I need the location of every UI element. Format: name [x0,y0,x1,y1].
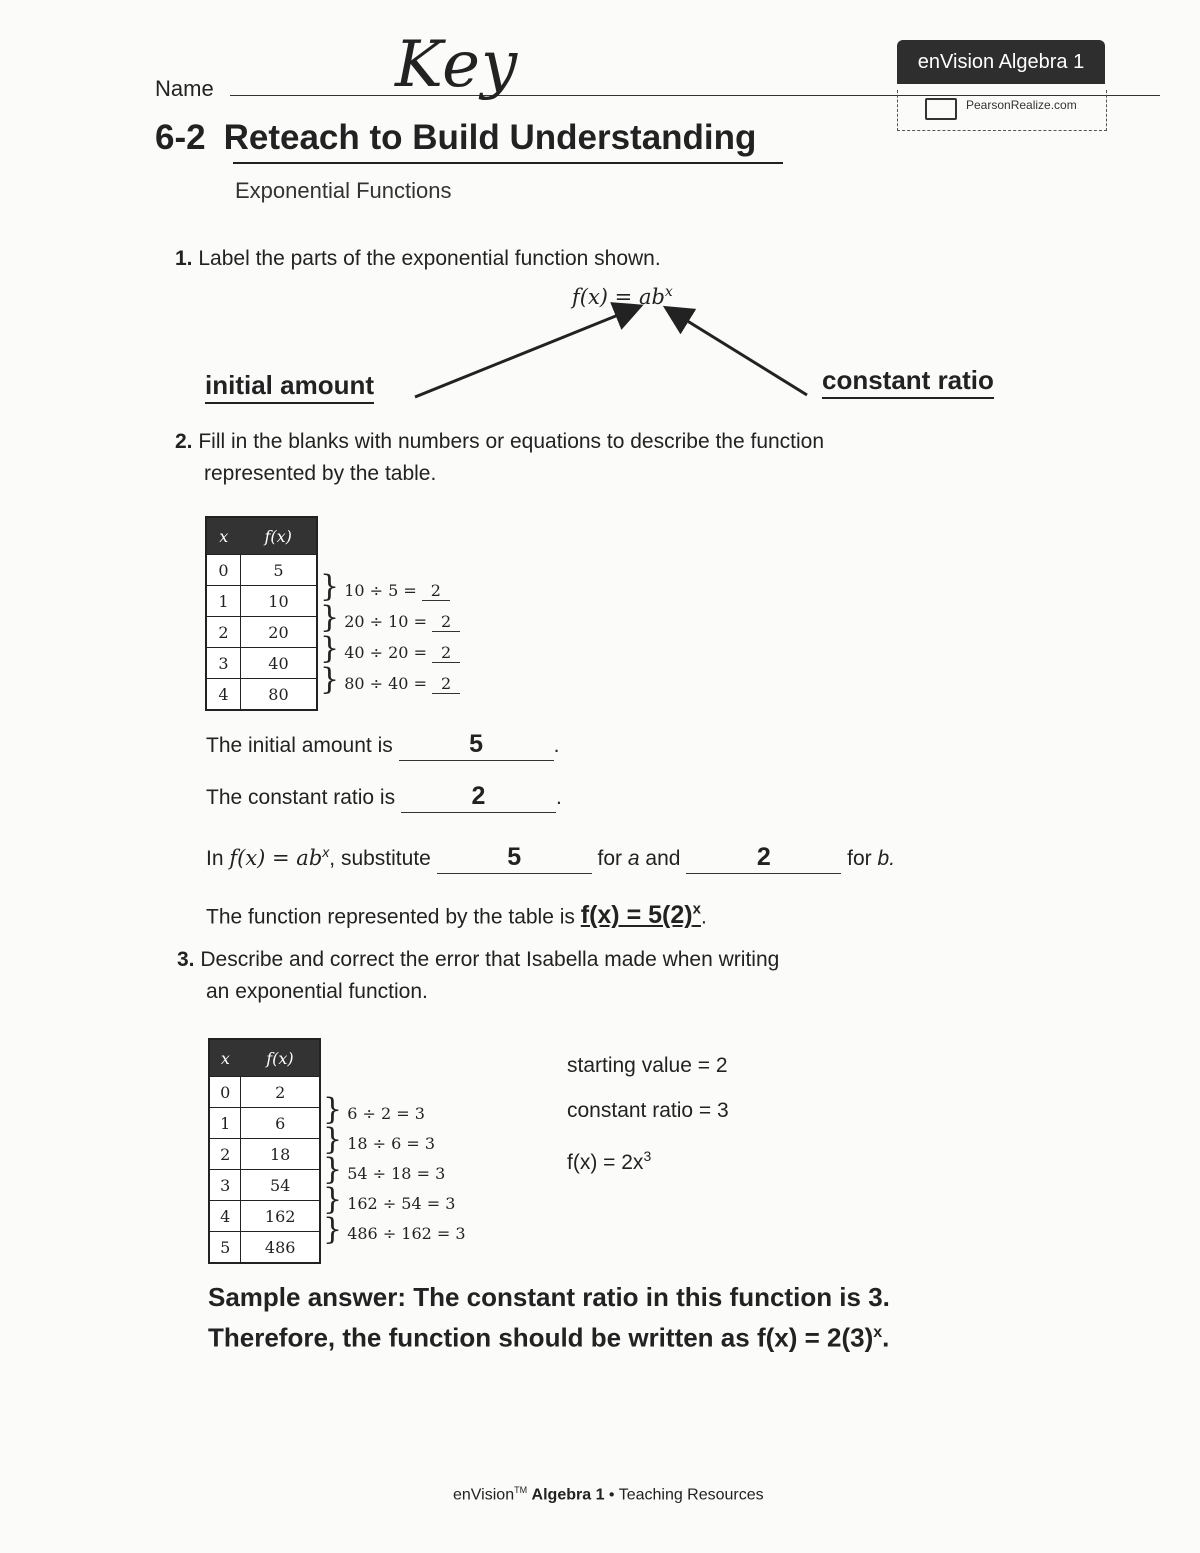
q2-table [205,516,318,711]
q3-answer-line2-prefix: Therefore, the function should be written as [208,1322,750,1353]
q2-table-header-fx: f(x) [240,517,317,555]
table-cell: 54 [241,1170,320,1201]
q3-answer-line2-func: f(x) = 2(3) [756,1322,874,1353]
brace-icon: } [323,1182,343,1217]
brace-icon: } [323,1212,343,1247]
table-cell: 3 [206,648,240,679]
q3-prompt [177,944,779,1008]
table-row [206,679,317,711]
brace-icon: } [320,600,340,635]
q2-ratio-row [320,662,460,697]
q2-substitute-line [206,836,895,875]
q2-ratio-row [320,631,460,666]
q2-ratio-expr: 10 ÷ 5 = [344,581,417,600]
footer-bullet: • [608,1486,615,1504]
q2-initial-line: The initial amount is 5 . [206,728,559,762]
table-cell: 80 [240,679,317,711]
q2-ratio-expr: 40 ÷ 20 = [344,643,427,662]
table-cell: 2 [241,1077,320,1108]
q3-ratio-expr: 54 ÷ 18 = 3 [347,1164,446,1183]
q2-ratio-line: The constant ratio is 2 . [206,780,562,814]
title-underline [233,162,783,164]
q2-sub-a-var: a [627,847,640,870]
q2-ratio-list [320,569,460,697]
q3-prompt-line2: an exponential function. [206,980,428,1003]
footer-brand: enVision [453,1486,515,1504]
q3-ratio-expr: 18 ÷ 6 = 3 [347,1134,436,1153]
q3-ratio-expr: 162 ÷ 54 = 3 [347,1194,456,1213]
q2-ratio-expr: 80 ÷ 40 = [344,674,427,693]
table-row [206,648,317,679]
q1-label-right [822,365,994,396]
table-row [209,1108,320,1139]
brace-icon: } [320,631,340,666]
table-cell: 3 [209,1170,241,1201]
q3-table-header-fx: f(x) [241,1039,320,1077]
q2-sub-func: f(x) = ab [229,846,323,870]
lesson-number: 6-2 [155,118,206,157]
table-cell: 20 [240,617,317,648]
brace-icon: } [323,1092,343,1127]
q2-sub-b-answer[interactable]: 2 [686,841,841,874]
monitor-icon [925,98,957,120]
q2-sub-mid1: , substitute [329,847,431,870]
q2-ratio-expr: 20 ÷ 10 = [344,612,427,631]
initial-amount-label: initial amount [205,370,374,404]
q2-function-answer-text: f(x) = 5(2) [580,901,693,930]
q2-ratio-row [320,569,460,604]
brace-icon: } [323,1122,343,1157]
table-cell: 486 [241,1232,320,1264]
q3-ratio-row [323,1212,466,1247]
table-row [206,586,317,617]
q2-function-answer[interactable] [581,901,701,929]
table-cell: 40 [240,648,317,679]
table-row [209,1139,320,1170]
q2-ratio-answer-blank[interactable]: 2 [401,780,556,813]
lesson-subtitle: Exponential Functions [235,178,452,203]
q3-ratio-expr: 6 ÷ 2 = 3 [347,1104,425,1123]
q2-table-header-x: x [206,517,240,555]
table-cell: 0 [209,1077,241,1108]
q2-prompt [175,426,824,490]
q2-ratio-row [320,600,460,635]
q2-sub-mid3: and [645,847,681,870]
q2-function-answer-exp: x [692,901,701,918]
table-cell: 18 [241,1139,320,1170]
q3-ratio-row [323,1182,466,1217]
q3-ratio-list [323,1092,466,1247]
table-row [209,1170,320,1201]
table-cell: 6 [241,1108,320,1139]
table-cell: 2 [206,617,240,648]
q3-answer-line1: Sample answer: The constant ratio in this function is 3. [208,1282,890,1312]
q3-work-func [567,1140,651,1179]
q2-sub-b-var: b. [877,847,896,870]
footer-product: Algebra 1 [531,1486,605,1504]
table-cell: 1 [206,586,240,617]
table-cell: 162 [241,1201,320,1232]
footer [453,1485,764,1504]
table-cell: 2 [209,1139,241,1170]
q2-sub-prefix: In [206,847,224,870]
table-cell: 4 [206,679,240,711]
brand-badge: enVision Algebra 1 [897,40,1105,84]
q2-initial-answer[interactable]: 5 [399,728,554,761]
lesson-title [155,118,756,158]
q3-ratio-row [323,1122,466,1157]
brace-icon: } [323,1152,343,1187]
q2-ratio-text: The constant ratio is [206,786,396,809]
q3-answer-line2-exp: x [873,1324,883,1341]
table-cell: 5 [240,555,317,586]
q3-answer-line2 [208,1315,890,1356]
q2-ratio-answer[interactable]: 2 [432,643,460,663]
q3-work-starting: starting value = 2 [567,1054,728,1077]
q3-work-func-exp: 3 [643,1148,652,1164]
brand-url[interactable]: PearsonRealize.com [966,98,1077,112]
q3-ratio-row [323,1092,466,1127]
q1-prompt [175,243,661,275]
q2-ratio-answer[interactable]: 2 [432,674,460,694]
q3-answer-line2-end: . [882,1322,890,1353]
q1-function-exp: x [664,284,673,300]
q2-ratio-answer[interactable]: 2 [422,581,450,601]
constant-ratio-label: constant ratio [822,365,994,399]
brace-icon: } [320,569,340,604]
table-cell: 0 [206,555,240,586]
q2-prompt-line1: Fill in the blanks with numbers or equations to describe the function [198,430,825,453]
q2-function-line: The function represented by the table is $f(x) = 5(2)^x$. [206,901,707,930]
table-row [209,1077,320,1108]
q1-label-left [205,370,374,401]
table-row [206,617,317,648]
table-cell: 10 [240,586,317,617]
q1-function-text: f(x) = ab [572,285,665,309]
q1-arrows [400,295,820,410]
q2-number: 2. [175,430,193,453]
name-value[interactable]: Key [395,28,519,102]
q2-function-text: The function represented by the table is [206,905,575,929]
q3-ratio-row [323,1152,466,1187]
q2-sub-exp: x [322,844,330,860]
table-row [209,1201,320,1232]
q1-number: 1. [175,247,193,270]
table-row [206,555,317,586]
q2-ratio-answer[interactable]: 2 [432,612,460,632]
q3-table-header-x: x [209,1039,241,1077]
table-cell: 5 [209,1232,241,1264]
q2-initial-text: The initial amount is [206,734,393,757]
q3-work-ratio: constant ratio = 3 [567,1099,729,1122]
q3-work-func-text: f(x) = 2x [567,1151,644,1174]
q3-sample-answer [208,1280,890,1356]
q3-ratio-expr: 486 ÷ 162 = 3 [347,1224,466,1243]
footer-tm: TM [514,1485,528,1495]
q3-table [208,1038,321,1264]
table-row [209,1232,320,1264]
q3-prompt-line1: Describe and correct the error that Isabella made when writing [200,948,780,971]
footer-resource: Teaching Resources [618,1486,764,1504]
brace-icon: } [320,662,340,697]
arrow-initial-amount [415,307,638,397]
name-label: Name [155,76,214,101]
q2-sub-mid2: for [597,847,623,870]
q2-prompt-line2: represented by the table. [204,462,437,485]
q1-prompt-text: Label the parts of the exponential function shown. [198,247,661,270]
table-cell: 4 [209,1201,241,1232]
q2-sub-end: for [847,847,872,870]
q2-sub-a-answer[interactable]: 5 [437,841,592,874]
table-cell: 1 [209,1108,241,1139]
arrow-constant-ratio [668,309,807,395]
q3-number: 3. [177,948,195,971]
lesson-title-text: Reteach to Build Understanding [223,118,757,157]
